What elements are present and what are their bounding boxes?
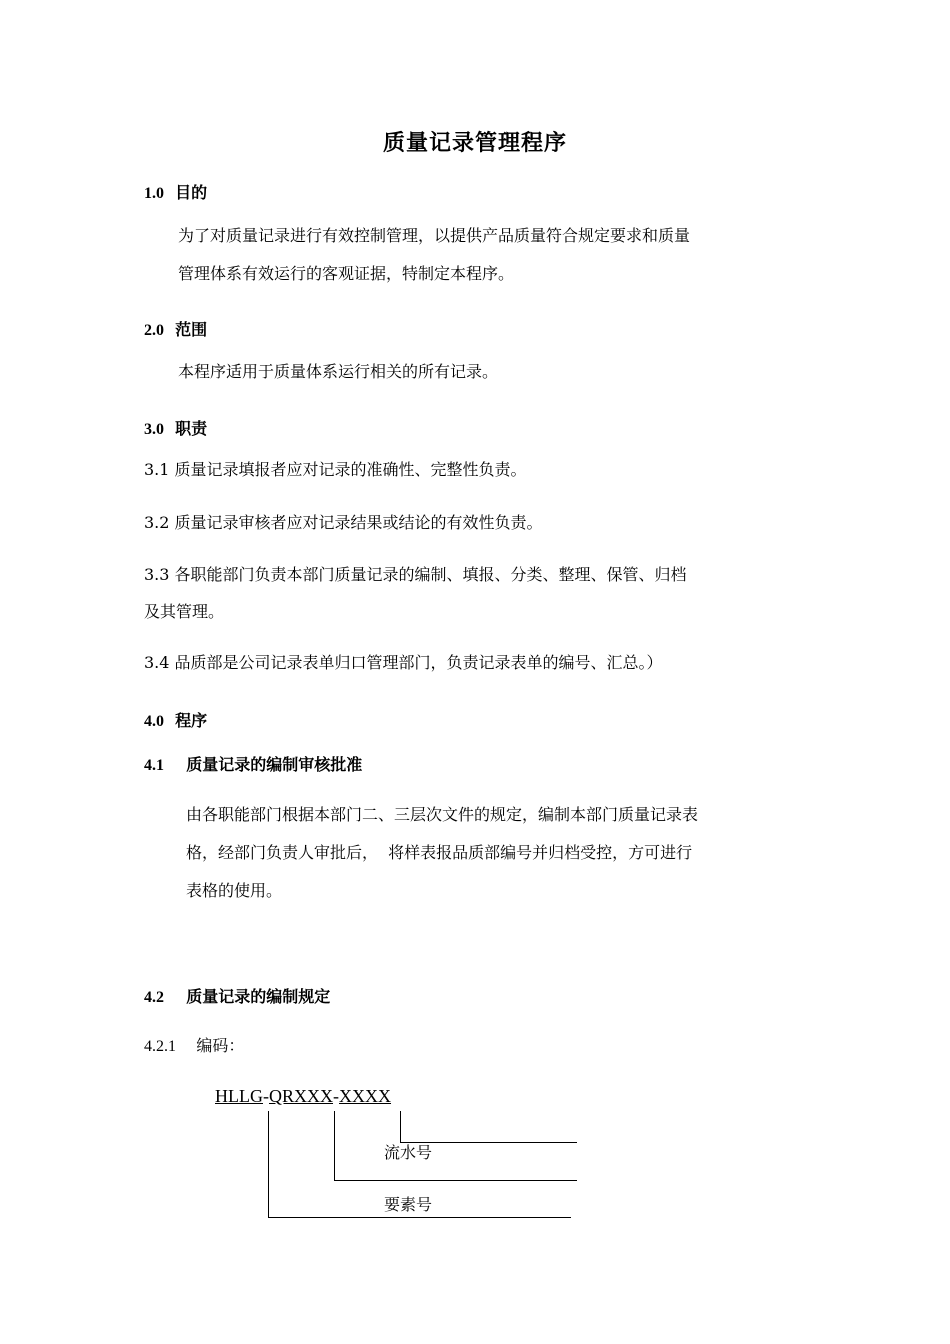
- subsection-heading-4-2-1: [144, 1027, 244, 1066]
- responsibility-item-continued: 及其管理。: [144, 602, 225, 621]
- code-format: [215, 1086, 391, 1107]
- responsibility-item: 3.2 质量记录审核者应对记录结果或结论的有效性负责。: [144, 513, 543, 532]
- code-separator: -: [333, 1086, 340, 1106]
- section-number: 2.0: [144, 322, 164, 339]
- code-prefix: HLLG: [215, 1086, 263, 1106]
- code-separator: -: [263, 1086, 269, 1106]
- connector-line-element: [334, 1111, 335, 1181]
- section-label: 范围: [175, 320, 208, 339]
- connector-line-element-horizontal: [334, 1180, 577, 1181]
- element-number-label: 要素号: [384, 1195, 433, 1214]
- section-paragraph-1: [178, 217, 690, 293]
- section-label: 质量记录的编制审核批准: [186, 755, 363, 774]
- page-title: 质量记录管理程序: [382, 131, 567, 156]
- section-number: 3.0: [144, 421, 164, 438]
- section-number: 4.2.1: [144, 1038, 176, 1055]
- section-label: 程序: [175, 711, 208, 730]
- subsection-heading-4-2: [144, 984, 330, 1007]
- section-label: 目的: [175, 183, 208, 202]
- responsibility-item: 3.1 质量记录填报者应对记录的准确性、完整性负责。: [144, 460, 527, 479]
- section-label: 职责: [175, 419, 208, 438]
- subsection-heading-4-1: [144, 752, 362, 775]
- code-element-part: QRXXX: [269, 1086, 334, 1106]
- section-heading-4: [144, 708, 207, 731]
- section-number: 4.1: [144, 757, 164, 774]
- section-heading-1: [144, 180, 207, 203]
- code-serial-part: XXXX: [339, 1086, 392, 1106]
- subsection-paragraph-4-1: [186, 796, 698, 910]
- section-number: 4.2: [144, 989, 164, 1006]
- paragraph-line: 由各职能部门根据本部门二、三层次文件的规定，编制本部门质量记录表: [186, 805, 699, 824]
- connector-line-serial: [400, 1111, 401, 1143]
- paragraph-line: 本程序适用于质量体系运行相关的所有记录。: [178, 362, 499, 381]
- section-number: 4.0: [144, 713, 164, 730]
- paragraph-line: 格，经部门负责人审批后， 将样表报品质部编号并归档受控，方可进行: [186, 843, 693, 862]
- section-label: 质量记录的编制规定: [186, 987, 331, 1006]
- connector-line-prefix: [268, 1111, 269, 1218]
- responsibility-item: 3.4 品质部是公司记录表单归口管理部门，负责记录表单的编号、汇总。）: [144, 653, 663, 672]
- paragraph-line: 表格的使用。: [186, 881, 283, 900]
- paragraph-line: 为了对质量记录进行有效控制管理，以提供产品质量符合规定要求和质量: [178, 226, 691, 245]
- section-number: 1.0: [144, 185, 164, 202]
- section-heading-2: [144, 317, 207, 340]
- serial-number-label: 流水号: [384, 1143, 433, 1162]
- section-label: 编码：: [196, 1036, 245, 1055]
- responsibility-item: 3.3 各职能部门负责本部门质量记录的编制、填报、分类、整理、保管、归档: [144, 565, 687, 584]
- section-paragraph-2: [178, 353, 498, 391]
- section-heading-3: [144, 416, 207, 439]
- paragraph-line: 管理体系有效运行的客观证据，特制定本程序。: [178, 264, 515, 283]
- connector-line-prefix-horizontal: [268, 1217, 571, 1218]
